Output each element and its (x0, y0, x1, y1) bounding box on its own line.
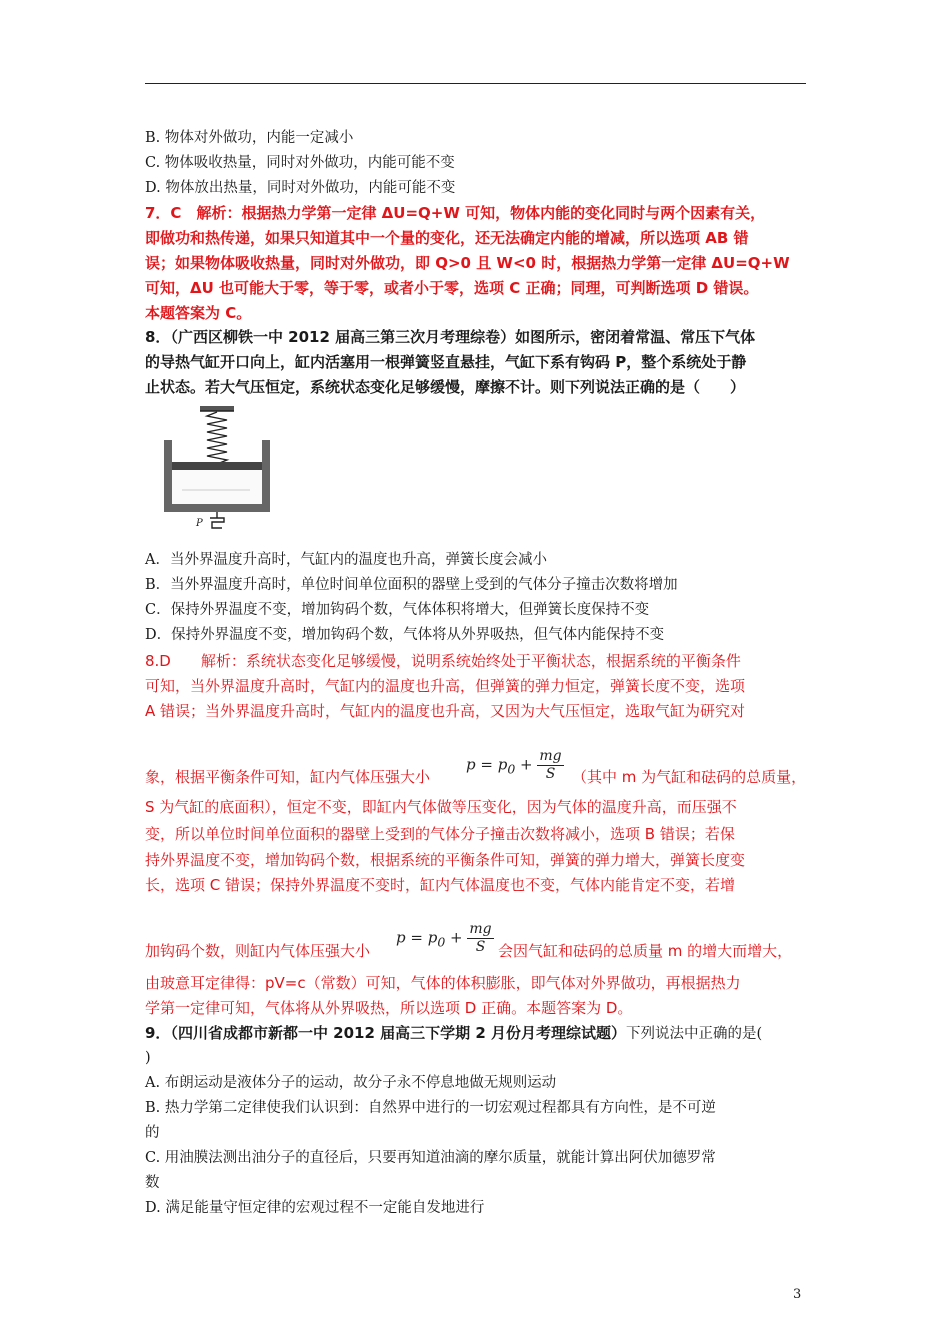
q9-stem-line-2: ) (145, 1050, 151, 1066)
formula-plus: + (515, 755, 538, 774)
q6-option-d: D. 物体放出热量，同时对外做功，内能可能不变 (145, 180, 456, 196)
q8-stem-line-2: 的导热气缸开口向上，缸内活塞用一根弹簧竖直悬挂，气缸下系有钩码 P，整个系统处于静 (145, 353, 747, 371)
header-rule (145, 83, 806, 84)
q8-option-b: B．当外界温度升高时，单位时间单位面积的器壁上受到的气体分子撞击次数将增加 (145, 577, 678, 593)
q8-answer-text: 会因气缸和砝码的总质量 m 的增大而增大， (498, 942, 793, 960)
q7-answer-line: 可知，ΔU 也可能大于零，等于零，或者小于零，选项 C 正确；同理，可判断选项 D 错误。 (145, 279, 759, 297)
q8-option-c: C．保持外界温度不变，增加钩码个数，气体体积将增大，但弹簧长度保持不变 (145, 602, 650, 618)
q8-option-d: D．保持外界温度不变，增加钩码个数，气体将从外界吸热，但气体内能保持不变 (145, 627, 665, 643)
page-number: 3 (793, 1287, 802, 1302)
q7-answer-line: 即做功和热传递，如果只知道其中一个量的变化，还无法确定内能的增减，所以选项 AB 错 (145, 229, 749, 247)
q9-stem-text: 下列说法中正确的是( (626, 1026, 763, 1042)
q8-answer-line: 8.D 解析：系统状态变化足够缓慢，说明系统始终处于平衡状态，根据系统的平衡条件 (145, 652, 741, 670)
q6-option-c: C. 物体吸收热量，同时对外做功，内能可能不变 (145, 155, 455, 171)
q7-answer-line: 本题答案为 C。 (145, 304, 252, 322)
q8-answer-text: （其中 m 为气缸和砝码的总质量， (572, 768, 807, 786)
q9-option-c: C. 用油膜法测出油分子的直径后，只要再知道油滴的摩尔质量，就能计算出阿伏加德罗常 (145, 1150, 716, 1166)
q7-answer-line: 误；如果物体吸收热量，同时对外做功，即 Q>0 且 W<0 时，根据热力学第一定律 ΔU=Q+W (145, 254, 790, 272)
q9-stem-line-1 (145, 1023, 762, 1044)
pressure-formula-2 (396, 921, 494, 956)
formula-lhs: p = p (396, 928, 438, 947)
q8-answer-line: 可知，当外界温度升高时，气缸内的温度也升高，但弹簧的弹力恒定，弹簧长度不变，选项 (145, 677, 746, 695)
formula-num: mg (469, 921, 492, 937)
q8-answer-line: S 为气缸的底面积），恒定不变，即缸内气体做等压变化，因为气体的温度升高，而压强不 (145, 798, 737, 816)
formula-num: mg (539, 748, 562, 764)
cylinder-spring-diagram (160, 404, 276, 532)
q9-option-b: B. 热力学第二定律使我们认识到：自然界中进行的一切宏观过程都具有方向性，是不可逆 (145, 1100, 716, 1116)
formula-den: S (475, 939, 486, 955)
q6-option-b: B. 物体对外做功，内能一定减小 (145, 130, 354, 146)
q8-answer-line-formula-2 (145, 940, 370, 962)
formula-fraction (467, 921, 493, 956)
q8-stem-line-3: 止状态。若大气压恒定，系统状态变化足够缓慢，摩擦不计。则下列说法正确的是（ ） (145, 378, 746, 396)
q8-answer-line: 由玻意耳定律得：pV=c（常数）可知，气体的体积膨胀，即气体对外界做功，再根据热力 (145, 974, 741, 992)
formula-plus: + (445, 928, 468, 947)
q8-answer-line: 持外界温度不变，增加钩码个数，根据系统的平衡条件可知，弹簧的弹力增大，弹簧长度变 (145, 851, 746, 869)
formula-sub: 0 (437, 934, 446, 950)
q8-answer-text: 象，根据平衡条件可知，缸内气体压强大小 (145, 768, 431, 786)
pressure-formula-1 (466, 748, 564, 783)
q8-answer-line: 学第一定律可知，气体将从外界吸热，所以选项 D 正确。本题答案为 D。 (145, 999, 633, 1017)
formula-den: S (545, 766, 556, 782)
q8-answer-line: 长，选项 C 错误；保持外界温度不变时，缸内气体温度也不变，气体内能肯定不变，若增 (145, 876, 736, 894)
q8-source: （广西区柳铁一中 2012 届高三第三次月考理综卷） (170, 328, 516, 346)
q9-option-a: A. 布朗运动是液体分子的运动，故分子永不停息地做无规则运动 (145, 1075, 557, 1091)
q8-option-a: A．当外界温度升高时，气缸内的温度也升高，弹簧长度会减小 (145, 552, 547, 568)
q8-answer-text: 加钩码个数，则缸内气体压强大小 (145, 942, 371, 960)
q9-option-d: D. 满足能量守恒定律的宏观过程不一定能自发地进行 (145, 1200, 485, 1216)
q8-answer-line: 变，所以单位时间单位面积的器壁上受到的气体分子撞击次数将减小，选项 B 错误；若保 (145, 825, 735, 843)
q9-option-b-cont: 的 (145, 1125, 160, 1141)
q8-number: 8． (145, 328, 171, 346)
q8-stem-text: 如图所示，密闭着常温、常压下气体 (515, 328, 756, 346)
q9-option-c-cont: 数 (145, 1175, 160, 1191)
formula-sub: 0 (507, 761, 516, 777)
q9-number: 9． (145, 1024, 171, 1042)
cylinder-spring-figure (160, 404, 276, 532)
q8-answer-line-formula-1 (145, 766, 430, 788)
figure-label-p: P (196, 518, 203, 529)
q8-stem-line-1 (145, 327, 755, 348)
formula-fraction (537, 748, 563, 783)
formula-lhs: p = p (466, 755, 508, 774)
q9-source: （四川省成都市新都一中 2012 届高三下学期 2 月份月考理综试题） (170, 1024, 627, 1042)
q7-answer-line: 7．C 解析：根据热力学第一定律 ΔU=Q+W 可知，物体内能的变化同时与两个因素有关， (145, 204, 766, 222)
q8-answer-line: A 错误；当外界温度升高时，气缸内的温度也升高，又因为大气压恒定，选取气缸为研究对 (145, 702, 746, 720)
